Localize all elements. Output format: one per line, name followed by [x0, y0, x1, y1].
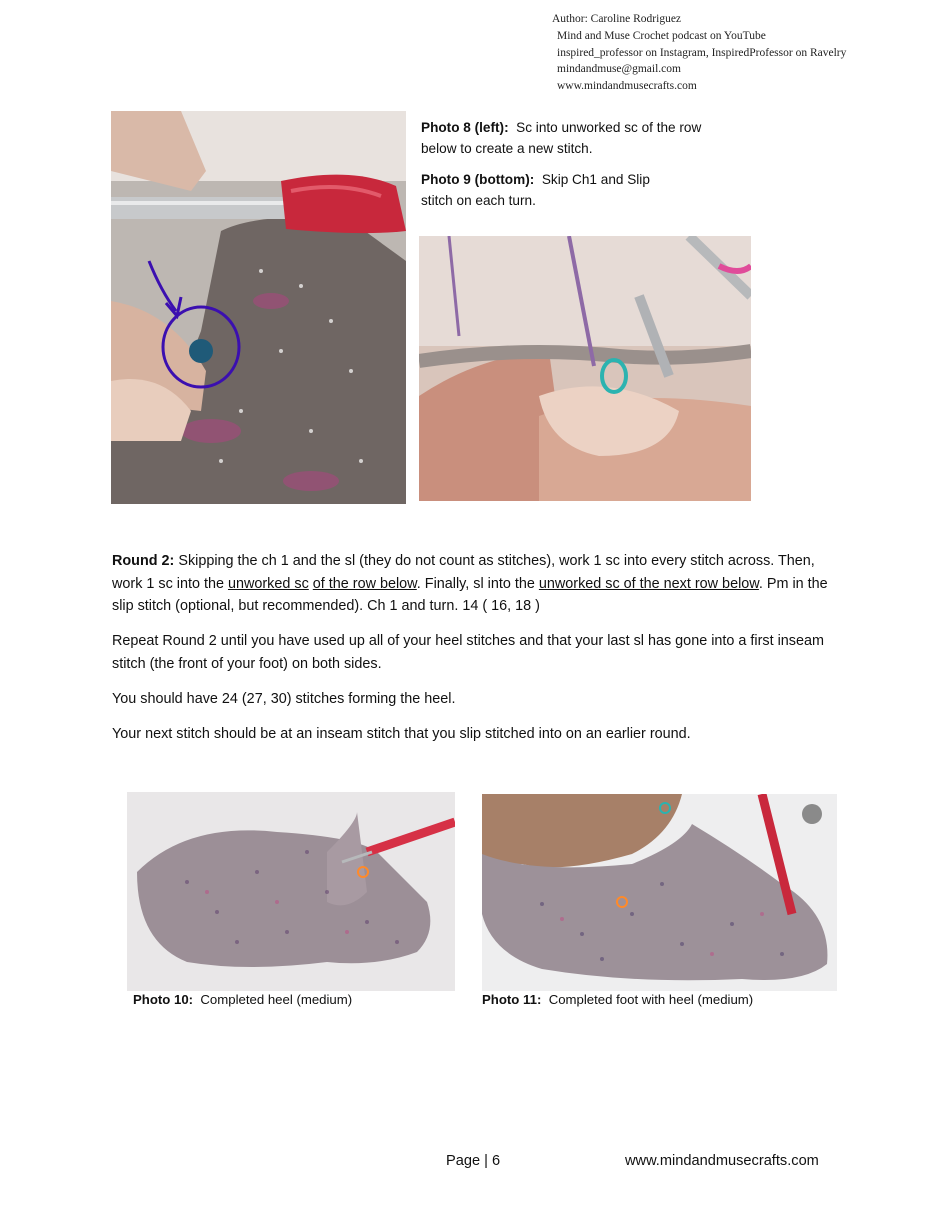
- instructions-body: [112, 550, 842, 758]
- stitch-count: You should have 24 (27, 30) stitches forming the heel.: [112, 690, 456, 707]
- photo-8-sc-into-unworked: [111, 111, 406, 504]
- social-line: inspired_professor on Instagram, InspiredProfessor on Ravelry: [557, 46, 847, 59]
- author-header: [552, 11, 846, 95]
- website-line: www.mindandmusecrafts.com: [557, 80, 697, 93]
- repeat-instruction: Repeat Round 2 until you have used up all of your heel stitches and that your last sl has gone into a first inseam stitch (the front of your foot) on both sides.: [112, 633, 824, 672]
- photo-11-caption: Photo 11: Completed foot with heel (medium): [482, 992, 754, 1007]
- photo-8-9-captions: [421, 117, 721, 221]
- photo-9-caption: Photo 9 (bottom): Skip Ch1 and Slip stitch on each turn.: [421, 172, 650, 208]
- photo-11-completed-foot: [482, 794, 837, 991]
- footer-website: www.mindandmusecrafts.com: [625, 1153, 819, 1169]
- page-number: Page | 6: [446, 1153, 501, 1169]
- podcast-line: Mind and Muse Crochet podcast on YouTube: [557, 29, 766, 42]
- photo-9-slip-stitch: [419, 236, 751, 501]
- photo-10-caption: Photo 10: Completed heel (medium): [133, 992, 353, 1007]
- round-2-instruction: Round 2: Skipping the ch 1 and the sl (they do not count as stitches), work 1 sc into every stitch across. Then, work 1 sc into the unworked sc of the row below. Finally, sl into the unworked sc of the next row below. Pm in the slip stitch (optional, but recommended). Ch 1 and turn. 14 ( 16, 18 ): [112, 553, 828, 615]
- photo-10-completed-heel: [127, 792, 455, 991]
- photo-8-caption: Photo 8 (left): Sc into unworked sc of the row below to create a new stitch.: [421, 120, 702, 156]
- email-line: mindandmuse@gmail.com: [557, 63, 681, 76]
- next-stitch-note: Your next stitch should be at an inseam stitch that you slip stitched into on an earlier round.: [112, 726, 691, 743]
- author-line: Author: Caroline Rodriguez: [552, 13, 682, 25]
